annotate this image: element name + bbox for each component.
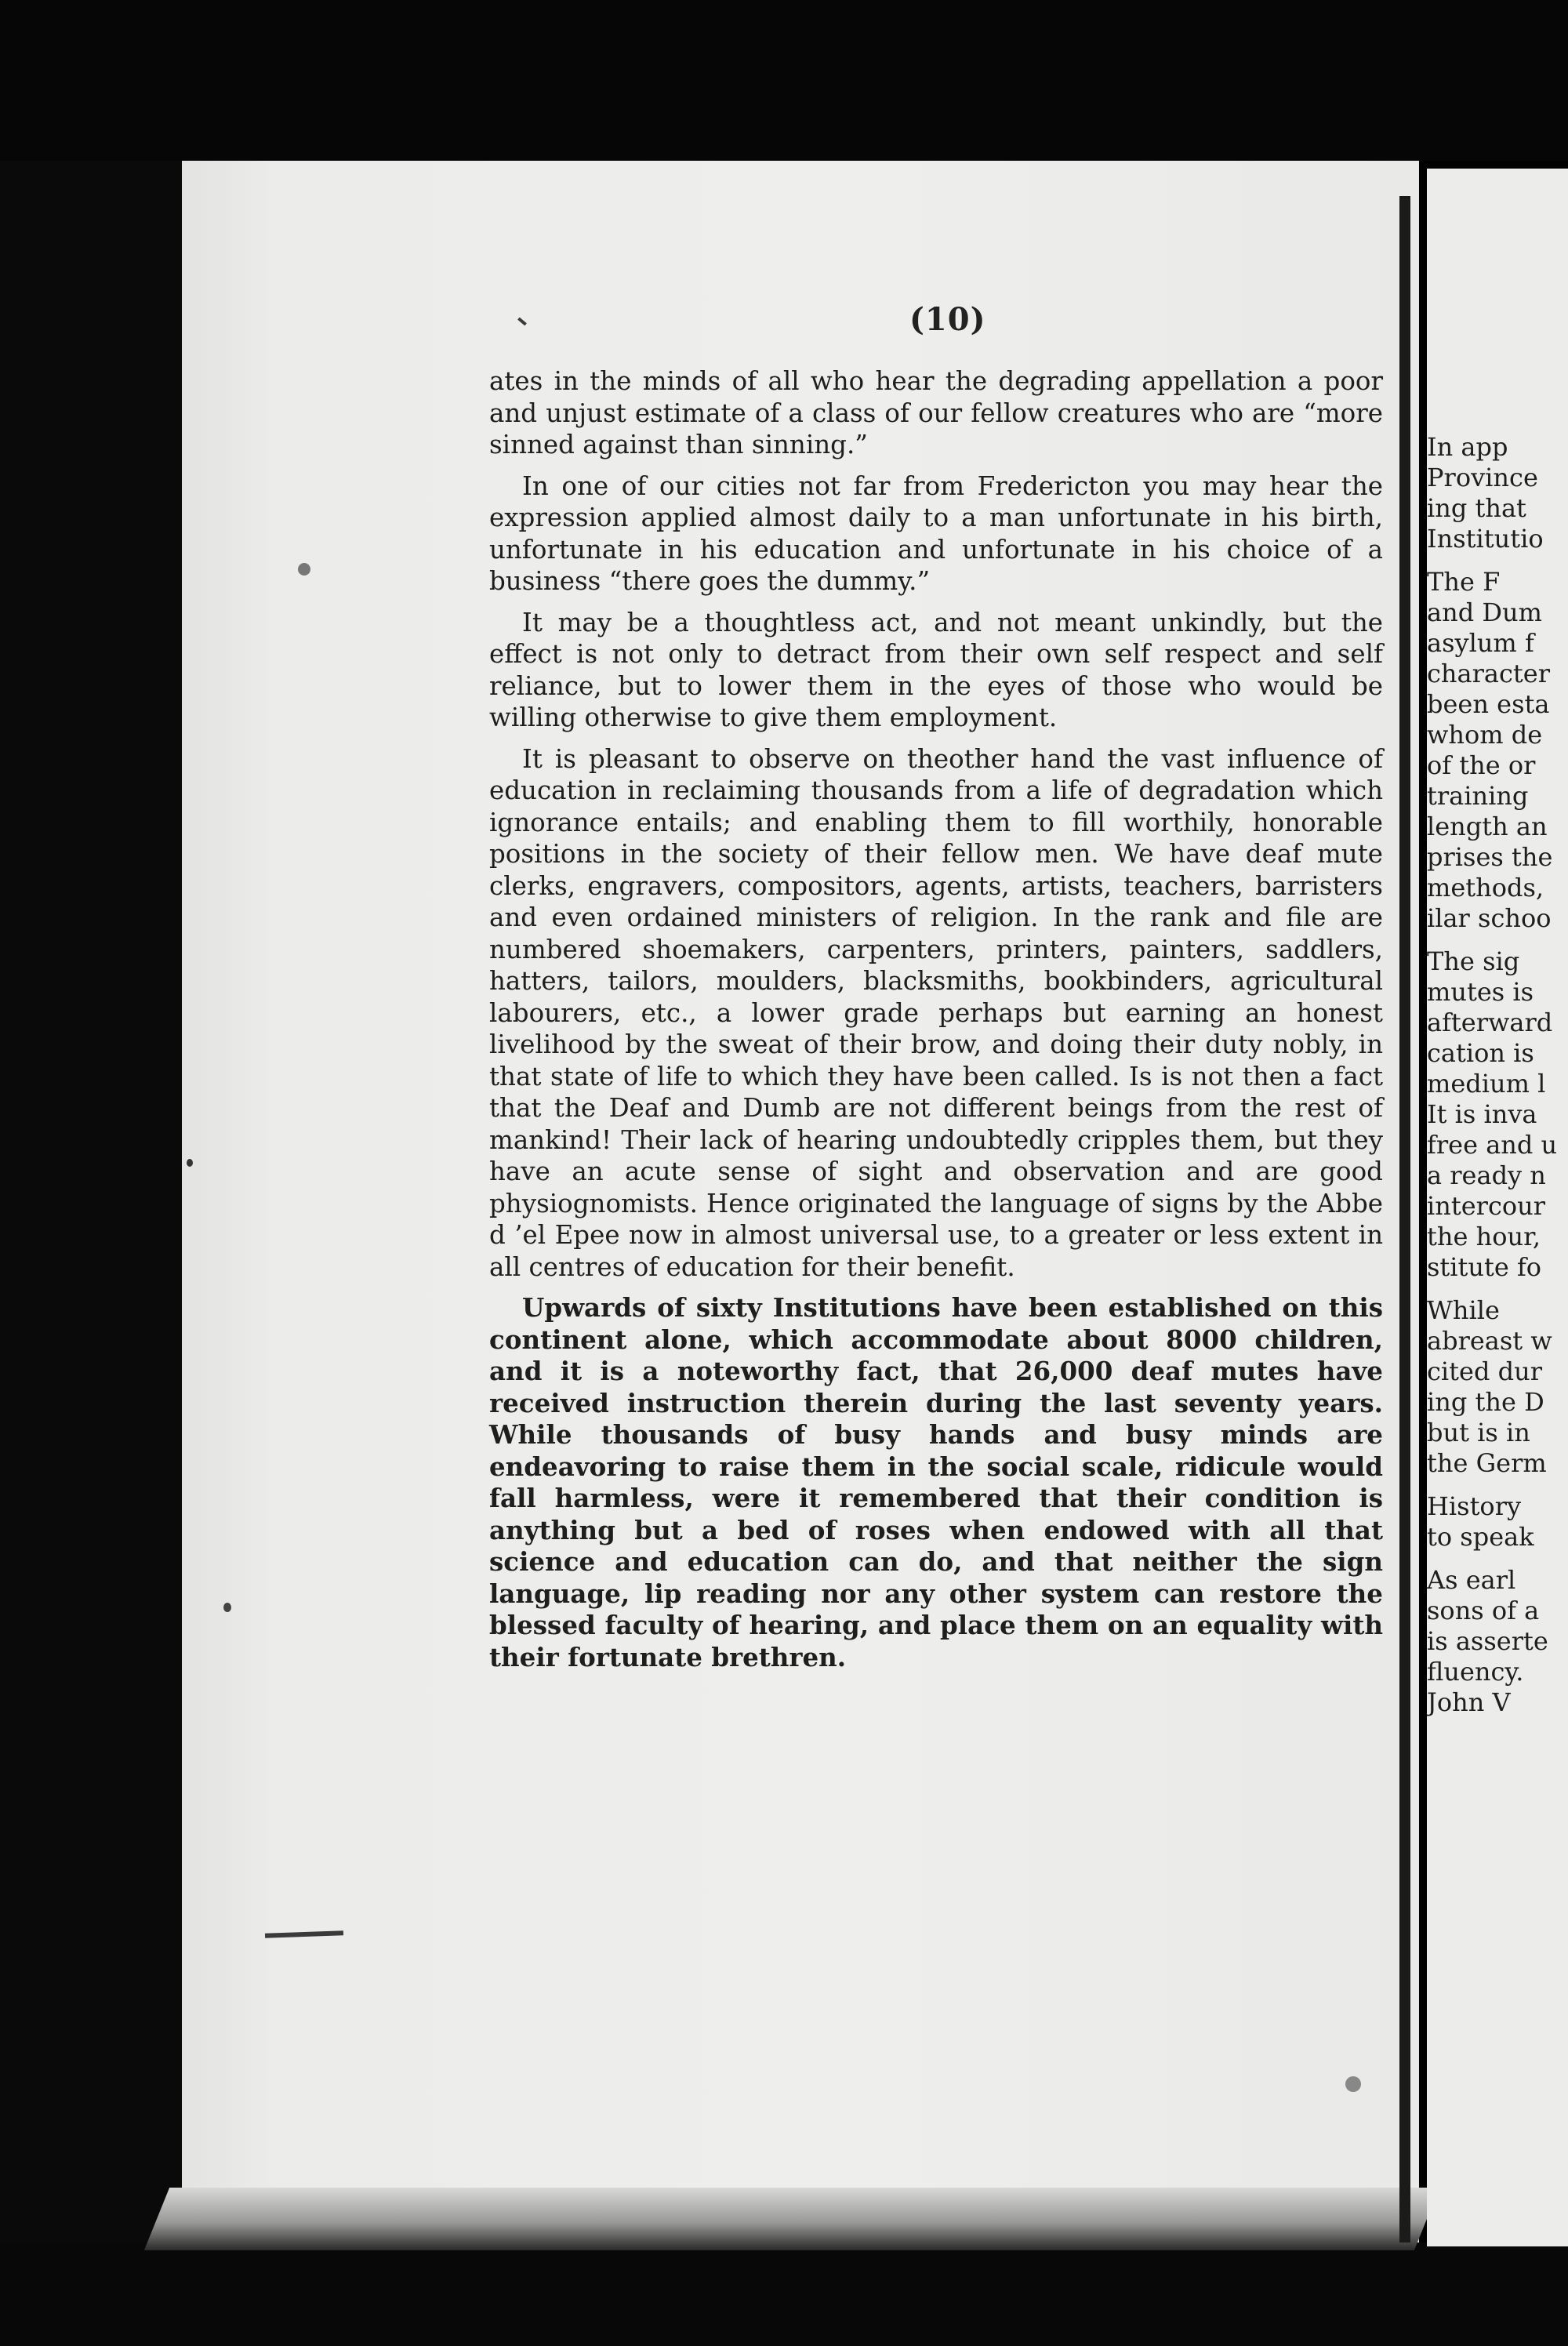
- scan-border-bottom: [0, 2242, 1568, 2346]
- text-line: the hour,: [1427, 1222, 1541, 1251]
- text-line: As earl: [1427, 1565, 1516, 1595]
- text-line: cation is: [1427, 1038, 1534, 1068]
- scan-speck: [1345, 2076, 1361, 2092]
- text-line: In app: [1427, 432, 1508, 462]
- paragraph-gap: [1427, 1283, 1568, 1295]
- text-line: is asserte: [1427, 1626, 1548, 1656]
- text-line: training: [1427, 781, 1529, 811]
- paragraph: In one of our cities not far from Fredericton you may hear the expression applied almost daily to a man unfortunate in his birth, unfortunate in his education and unfortunate in his choice of a business “there goes the dummy.”: [489, 470, 1383, 596]
- text-line: The sig: [1427, 946, 1520, 976]
- left-page-body: [489, 365, 1383, 1683]
- text-line: ing the D: [1427, 1387, 1544, 1417]
- text-line: sons of a: [1427, 1596, 1540, 1625]
- text-line: fluency.: [1427, 1657, 1524, 1687]
- text-line: The F: [1427, 567, 1501, 597]
- paragraph-gap: [1427, 1479, 1568, 1491]
- page-number: (10): [909, 301, 986, 338]
- text-line: While: [1427, 1295, 1500, 1325]
- paragraph: Upwards of sixty Institutions have been established on this continent alone, which accommodate about 8000 children, and it is a noteworthy fact, that 26,000 deaf mutes have received instruction therein during the last seventy years. While thousands of busy hands and busy minds are endeavoring to raise them in the social scale, ridicule would fall harmless, were it remembered that their condition is anything but a bed of roses when endowed with all that science and education can do, and that neither the sign language, lip reading nor any other system can restore the blessed faculty of hearing, and place them on an equality with their fortunate brethren.: [489, 1292, 1383, 1672]
- paragraph-gap: [1427, 554, 1568, 567]
- text-line: abreast w: [1427, 1326, 1552, 1356]
- scan-speck: [223, 1603, 231, 1612]
- text-line: mutes is: [1427, 977, 1534, 1007]
- text-line: medium l: [1427, 1069, 1546, 1099]
- text-line: stitute fo: [1427, 1252, 1542, 1282]
- paragraph: ates in the minds of all who hear the degrading appellation a poor and unjust estimate of a class of our fellow creatures who are “more sinned against than sinning.”: [489, 366, 1383, 459]
- text-line: It is inva: [1427, 1099, 1537, 1129]
- page-edge-curl: [144, 2188, 1439, 2250]
- text-line: cited dur: [1427, 1356, 1542, 1386]
- text-line: intercour: [1427, 1191, 1546, 1221]
- text-line: afterward: [1427, 1008, 1553, 1037]
- scan-speck: [298, 563, 310, 576]
- text-line: to speak: [1427, 1522, 1534, 1552]
- text-line: been esta: [1427, 689, 1550, 719]
- text-line: of the or: [1427, 750, 1536, 780]
- text-line: free and u: [1427, 1130, 1558, 1160]
- scan-speck: [187, 1159, 193, 1167]
- paragraph-gap: [1427, 934, 1568, 946]
- text-line: a ready n: [1427, 1160, 1546, 1190]
- text-line: ing that: [1427, 493, 1526, 523]
- text-line: but is in: [1427, 1418, 1530, 1447]
- paragraph: It may be a thoughtless act, and not meant unkindly, but the effect is not only to detract from their own self respect and self reliance, but to lower them in the eyes of those who would be willing otherwise to give them employment.: [489, 607, 1383, 732]
- text-line: and Dum: [1427, 597, 1542, 627]
- right-page-text: [1427, 432, 1568, 1718]
- scan-border-left: [0, 161, 182, 2346]
- text-line: Institutio: [1427, 524, 1544, 554]
- text-line: the Germ: [1427, 1448, 1547, 1478]
- text-line: John V: [1427, 1687, 1511, 1717]
- text-line: length an: [1427, 812, 1548, 841]
- text-line: whom de: [1427, 720, 1543, 750]
- text-line: asylum f: [1427, 628, 1534, 658]
- right-page: [1427, 169, 1568, 2246]
- paragraph: It is pleasant to observe on theother hand the vast influence of education in reclaiming thousands from a life of degradation which ignorance entails; and enabling them to fill worthily, honorable positions in the society of their fellow men. We have deaf mute clerks, engravers, compositors, agents, artists, teachers, barristers and even ordained ministers of religion. In the rank and file are numbered shoemakers, carpenters, printers, painters, saddlers, hatters, tailors, moulders, blacksmiths, bookbinders, agricultural labourers, etc., a lower grade perhaps but earning an honest livelihood by the sweat of their brow, and doing their duty nobly, in that state of life to which they have been called. Is is not then a fact that the Deaf and Dumb are not different beings from the rest of mankind! Their lack of hearing undoubtedly cripples them, but they have an acute sense of sight and observation and are good physiognomists. Hence originated the language of signs by the Abbe d ’el Epee now in almost universal use, to a greater or less extent in all centres of education for their benefit.: [489, 743, 1383, 1282]
- text-line: prises the: [1427, 842, 1553, 872]
- text-line: ilar schoo: [1427, 903, 1552, 933]
- book-gutter: [1399, 196, 1410, 2242]
- paragraph-gap: [1427, 1552, 1568, 1565]
- text-line: History: [1427, 1491, 1522, 1521]
- text-line: character: [1427, 659, 1550, 688]
- scan-border-top: [0, 0, 1568, 161]
- text-line: methods,: [1427, 873, 1544, 902]
- text-line: Province: [1427, 463, 1538, 492]
